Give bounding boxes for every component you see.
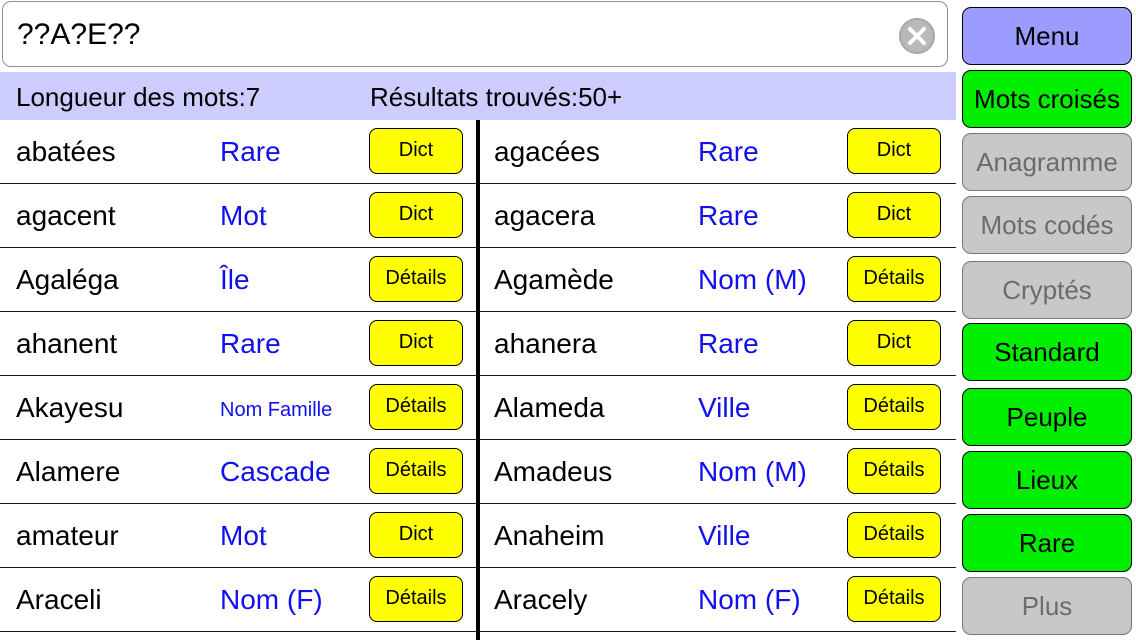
- dict-button[interactable]: Dict: [369, 192, 463, 238]
- info-bar: [0, 72, 956, 120]
- result-category: Rare: [698, 136, 759, 167]
- result-category: Mot: [220, 200, 267, 231]
- standard-button[interactable]: Standard: [962, 323, 1132, 381]
- details-button[interactable]: Détails: [847, 448, 941, 494]
- result-row: [480, 504, 956, 568]
- mots-codes-button[interactable]: Mots codés: [962, 196, 1132, 254]
- dict-button[interactable]: Dict: [369, 128, 463, 174]
- result-word: agacera: [494, 200, 596, 231]
- dict-button[interactable]: Dict: [847, 128, 941, 174]
- dict-button[interactable]: Dict: [369, 320, 463, 366]
- details-button[interactable]: Détails: [847, 256, 941, 302]
- details-button[interactable]: Détails: [369, 448, 463, 494]
- result-row: [480, 376, 956, 440]
- result-word: Alamere: [16, 456, 121, 487]
- result-word: abatées: [16, 136, 116, 167]
- result-category: Ville: [698, 392, 751, 423]
- details-button[interactable]: Détails: [369, 256, 463, 302]
- result-word: amateur: [16, 520, 119, 551]
- result-word: Araceli: [16, 584, 102, 615]
- result-row: [0, 504, 476, 568]
- result-row: [0, 184, 476, 248]
- dict-button[interactable]: Dict: [847, 320, 941, 366]
- search-field[interactable]: [2, 1, 948, 67]
- result-row: [0, 568, 476, 632]
- menu-button[interactable]: Menu: [962, 7, 1132, 65]
- result-category: Nom (M): [698, 456, 807, 487]
- details-button[interactable]: Détails: [369, 576, 463, 622]
- result-word: ahanent: [16, 328, 118, 359]
- peuple-button[interactable]: Peuple: [962, 388, 1132, 446]
- details-button[interactable]: Détails: [369, 384, 463, 430]
- rare-button[interactable]: Rare: [962, 514, 1132, 572]
- result-row: [0, 312, 476, 376]
- result-category: Nom (F): [220, 584, 323, 615]
- lieux-button[interactable]: Lieux: [962, 451, 1132, 509]
- plus-button[interactable]: Plus: [962, 577, 1132, 635]
- result-word: Agamède: [494, 264, 614, 295]
- result-word: Amadeus: [494, 456, 613, 487]
- result-row: [0, 440, 476, 504]
- result-row: [480, 120, 956, 184]
- result-category: Nom (M): [698, 264, 807, 295]
- result-row: [0, 120, 476, 184]
- anagramme-button[interactable]: Anagramme: [962, 133, 1132, 191]
- clear-icon[interactable]: [899, 18, 935, 54]
- result-category: Ville: [698, 520, 751, 551]
- result-word: agacées: [494, 136, 600, 167]
- result-row: [480, 184, 956, 248]
- result-category: Rare: [220, 328, 281, 359]
- result-word: Aracely: [494, 584, 588, 615]
- result-word: agacent: [16, 200, 116, 231]
- result-word: ahanera: [494, 328, 597, 359]
- result-category: Cascade: [220, 456, 331, 487]
- result-word: Alameda: [494, 392, 605, 423]
- result-category: Rare: [220, 136, 281, 167]
- result-word: Anaheim: [494, 520, 605, 551]
- details-button[interactable]: Détails: [847, 384, 941, 430]
- dict-button[interactable]: Dict: [847, 192, 941, 238]
- result-category: Rare: [698, 200, 759, 231]
- results-count-label: Résultats trouvés:50+: [370, 82, 623, 112]
- result-word: Akayesu: [16, 392, 124, 423]
- result-row: [480, 248, 956, 312]
- details-button[interactable]: Détails: [847, 576, 941, 622]
- result-word: Agaléga: [16, 264, 119, 295]
- result-category: Nom Famille: [220, 399, 333, 421]
- result-row: [0, 248, 476, 312]
- result-category: Rare: [698, 328, 759, 359]
- result-category: Nom (F): [698, 584, 801, 615]
- result-category: Île: [220, 264, 250, 295]
- word-length-label: Longueur des mots:7: [16, 82, 261, 112]
- result-row: [480, 312, 956, 376]
- details-button[interactable]: Détails: [847, 512, 941, 558]
- cryptes-button[interactable]: Cryptés: [962, 261, 1132, 319]
- dict-button[interactable]: Dict: [369, 512, 463, 558]
- result-row: [0, 376, 476, 440]
- result-row: [480, 568, 956, 632]
- search-input-value[interactable]: ??A?E??: [17, 18, 141, 51]
- result-row: [480, 440, 956, 504]
- result-category: Mot: [220, 520, 267, 551]
- mots-croises-button[interactable]: Mots croisés: [962, 70, 1132, 128]
